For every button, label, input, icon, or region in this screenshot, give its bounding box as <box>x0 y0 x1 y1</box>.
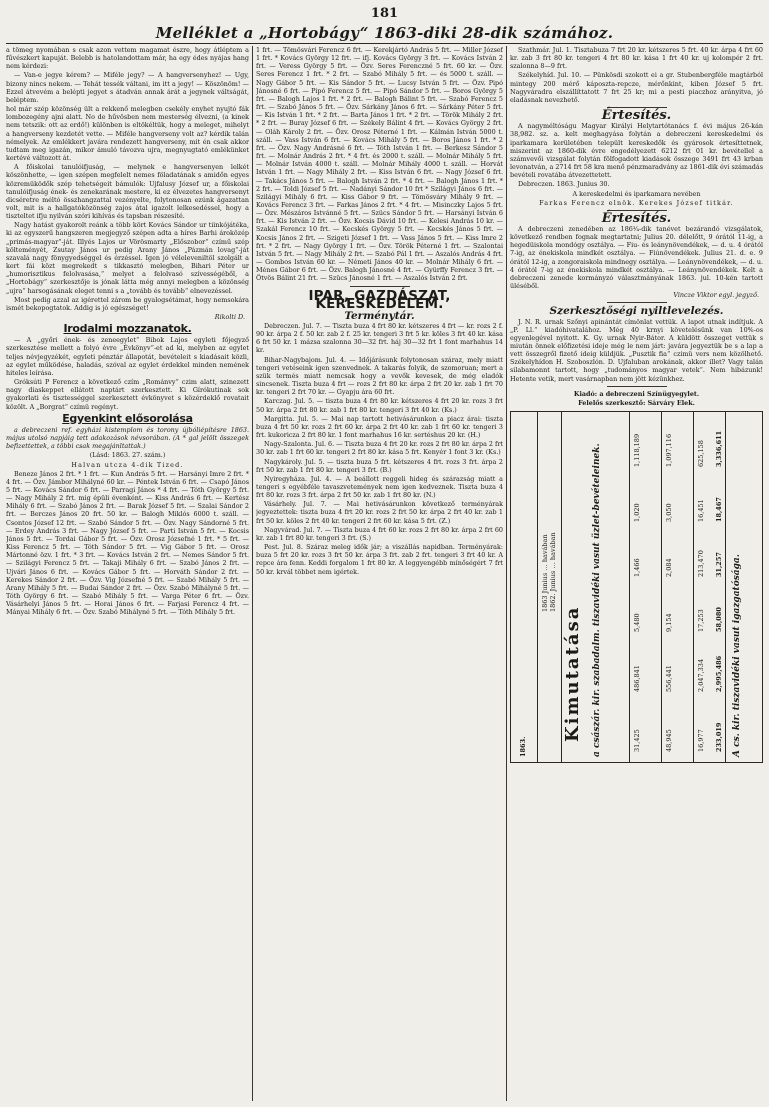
col1-signature: Rikolti D. <box>214 313 245 321</box>
egyenkint-street: Halvan utcza 4-dik Tized. <box>71 460 184 469</box>
page-number: 181 <box>370 6 399 21</box>
col3-divider-4 <box>607 386 667 387</box>
ertesites2-text: A debreczeni zenedében az 186³⁄₄-dik tanévet bezárandó vizsgálatok, következő rendben fognak megtartatni; Julius 20. délelőtt, 9 órától 11-ig, a hegedüiskola mondógy osztálya. — Fiu- és leánynövendékek, — d. u. 4 órától 7-ig, az énekiskola mindkét osztálya. — Fiúnövendékek. Julius 21. d. e. 9 órától 12-ig, a zongoraiskola mindnegy osztálya. — Leánynövendékek, — d. u. 4 órától 7-ig az énekiskola mindkét osztálya. — Leánynövendékek. Kelt a debreczeni zenede kormányzó választmányának 1863. jul. 10-kén tartott üléséből. <box>510 224 763 291</box>
table-cell: 31,425 <box>633 729 641 753</box>
table-row-label: 1862. Junius … havában <box>549 532 557 613</box>
table-year: 1863. <box>519 736 527 758</box>
col1-para-4: A főiskolai tanulóifjuság, — melynek e hangversenyen lelkét köszönhette, — igen szépen megfelelt nemes föladatának s amidőn egyes közremüködők szép tehetségeit bámulók: Ujfalusy József ur, a főiskolai tanulóifjuság ének- és zenekarának mestere, ki ez élvezetes hangversenyt dicséretre méltó összhangzattal vezényelte, folytonosan ezúnk ágazattan volt, mit is a hallgatóközönség zajos átal igazolt lelkesedéssel, hogy a tiszteltet ifju nyilván szóri kihívás és tapsban részesíté. <box>6 163 249 221</box>
market-report-1: Debreczen. Jul. 7. — Tiszta buza 4 frt 80 kr. kétszeres 4 frt — kr. rozs 2 f. 90 kr. árpa 2 f. 50 kr. zab 2 f. 25 kr. tengeri 3 frt 5 kr. köles 3 frt 40 kr. kása 6 frt 50 kr. 1 mázsa szalonna 30—32 frt. háj 30—32 frt 1 font marhahus 14 kr. <box>256 322 503 355</box>
revenue-table <box>510 411 763 763</box>
market-report-2: Bihar-Nagybajom. Jul. 4. — Időjárásunk folytonosan száraz, mely miatt tengeri vetéseink igen szenvednek. A takarás folyik, de szomoruan; mert a szük termés miatt nemcsak hogy a vevők kevesek, de még eladók sincsenek. Tiszta buza 4 frt — rozs 2 frt 80 kr. árpa 2 frt 20 kr. zab 1 frt 70 kr. tengeri 2 frt 70 kr. — Gyapju ára 60 frt. <box>256 355 503 397</box>
col1-para-1: a tömeg nyomában s csak azon vettem magamat észre, hogy átléptem a fűvészkert kapuját. Belebb is hatolandottam már, ha egy édes nyájas hang nem kérdezi: <box>6 46 249 71</box>
irodalmi-para-2: Gróksúti P Ferencz a következő czím „Románvy“ czim alatt, szinezett nagy diaskeppet ellátott naptárt szerkesztett. Ki Gírókutinak sok gyakorlati és tisztességgel szerkesztett évkönyvet s közérdeklő rovatait közölt. A „Borgrat“ czímü regényt. <box>6 378 249 411</box>
szerk-heading: Szerkesztőségi nyiltlevelezés. <box>549 305 724 318</box>
table-cell: 5,480 <box>633 613 641 633</box>
market-report-4: Margitta. Jul. 5. — Mai nap tartott hetivásárunkon a piacz árai: tiszta buza 4 frt 50 kr. rozs 2 frt 60 kr. árpa 2 frt 40 kr. zab 1 frt 60 kr. tengeri 3 frt. kukoricza 2 frt 80 kr. 1 font marhahus 16 kr. sertéshus 20 kr. (H.) <box>256 414 503 440</box>
ertesites-sign-2: Farkas Ferencz elnök. Kerekes József titkár. <box>539 198 734 207</box>
column-2 <box>256 46 503 1101</box>
egyenkint-heading: Egyenkint elősorolása <box>62 411 193 425</box>
table-cell: 1,097,116 <box>665 434 673 468</box>
table-cell: 213,470 <box>697 550 705 578</box>
market-report-5: Nagy-Szalonta. Jul. 6. — Tiszta buza 4 frt 20 kr. rozs 2 frt 80 kr. árpa 2 frt 30 kr. zab 1 frt 60 kr. tengeri 2 frt 80 kr. kása 5 frt. Kenyér 1 font 3 kr. (Ks.) <box>256 440 503 457</box>
table-cell: 625,158 <box>697 440 705 468</box>
market-report-7: Nyiregyháza. Jul. 4. — A beállott reggeli hideg és szárazság miatt a tengeri s egyébféle tavaszvetemények nem igen kedveznek. Tiszta buza 4 frt 80 kr. rozs 3 frt. árpa 2 frt 50 kr. zab 1 frt 80 kr. (N.) <box>256 474 503 500</box>
column-separator-2 <box>506 46 507 1101</box>
table-total: 58,080 <box>715 607 723 633</box>
table-cell: 48,945 <box>665 729 673 753</box>
table-cell: 1,466 <box>633 558 641 578</box>
col3-divider-3 <box>607 302 667 303</box>
kiado-line: Kiadó: a debreczeni Színügyegylet. <box>573 389 700 398</box>
market-report-10: Pest. Jul. 8. Száraz meleg idők jár; a viszállás napidban. Terményárak: buza 5 frt 20 kr. rozs 3 frt 50 kr. árpa 3 frt. zab 2 frt. tengeri 3 frt 40 kr. A repce ára fenn. Keddi forgalom 1 frt 80 kr. A leggyengébb mínőségért 7 frt 50 kr. krvál többet nem igértek. <box>256 543 503 576</box>
table-cell: 16,977 <box>697 729 705 753</box>
col2-donor-list: 1 frt. — Tömösvári Ferencz 6 frt. — Kerekjártó András 5 frt. — Miller József 1 frt. * Kovács György 12 frt. — ifj. Kovács György 3 frt. — Kovács István 2 frt. — Veress György 5 frt. — Özv. Seres Ferenczné 5 frt. 60 kr. — Özv. Seres Ferencz 1 frt. * 2 frt. — Szabó Mihály 5 frt. — és 5000 t. száll. — Nagy Gábor 5 frt. — Kis Sándor 5 frt. — Lucsy István 5 frt. — Özv. Pipó Jánosné 6 frt. — Pipó Ferencz 5 frt. — Pipó Sándor 5 frt. — Boros György 5 frt. — Balogh Lajos 1 frt. * 2 frt. — Balogh Bálint 5 frt. — Szabó Ferencz 5 frt. — Szabó János 5 frt. — Özv. Sárkány János 6 frt. — Sárkány Péter 5 frt. — Kis István 1 frt. * 2 frt. — Barta János 1 frt. * 2 frt. — Török Mihály 2 frt. * 2 frt. — Buray József 6 frt. — Székely Bálint 4 frt. — Kovács György 2 frt. — Oláh Károly 2 frt. — Özv. Orosz Péterné 1 frt. — Kálmán István 5000 t. száll. — Vass István 6 frt. — Kovács Mihály 5 frt. — Boros János 1 frt. * 2 frt. — Özv. Nagy Andrásné 6 frt. — Tóth István 1 frt. — Berkesz Sándor 5 frt. — Molnár András 2 frt. * 4 frt. és 2000 t. száll. — Molnár Mihály 5 frt. — Molnár István 4000 t. száll. — Molnár Mihály 4000 t. száll. — Horvát István 1 frt. — Nagy Mihály 2 frt. — Kiss István 6 frt. — Nagy József 6 frt. — Takács János 5 frt. — Balogh István 2 frt. * 4 frt. — Balogh János 1 frt. * 2 frt. — Toldi József 5 frt. — Nadányi Sándor 10 frt * Szilágyi János 6 frt. — Szilágyi Mihály 6 frt. — Kiss Gábor 9 frt. — Tömösváry Mihály 9 frt. — Kovács Ferencz 3 frt. — Farkas János 2 frt. * 4 frt. — Misinczky Lajos 5 frt. — Özv. Mészáros Istvánné 5 frt. — Szücs Sándor 5 frt. — Harsányi István 6 frt. — Kis István 2 frt. — Özv. Kocsis Dávid 10 frt. — Kelesi András 10 kr. — Szakál Ferencz 10 frt. — Kecskés György 5 frt. — Kecskés János 5 frt. — Kocsis János 2 frt. — Szigeti József 1 frt. — Vass János 5 frt. — Kiss Imre 2 frt. * 2 frt. — Nagy György 1 frt. — Özv. Török Péterné 1 frt. — Szalontai István 5 frt. — Nagy Mihály 2 frt. — Szabó Pál 1 frt. — Aszalós András 4 frt. — Gombos István 60 kr. — Németi János 40 kr. — Molnár Mihály 6 frt. — Ménes Gábor 6 frt. — Özv. Balogh Jánosné 4 frt. — Gyürffy Ferencz 3 frt. — Ötvös Bálint 21 frt. — Szücs Jánosné 1 frt. — Aszalós István 2 frt. <box>256 46 503 283</box>
table-cell: 16,451 <box>697 499 705 523</box>
table-subtitle: a császár. kir. szabadalm. tiszavidéki vasut üzlet-bevételeinek. <box>592 443 602 758</box>
egyenkint-intro: a debreczeni ref. egyházi kistemplom és torony újbóliépítésre 1863. május utolsó napjáig tett adakozások névsorában. (A * gal jelölt összegek befizettettek, a többi csak megajánltattak.) <box>6 425 249 451</box>
page-header: Melléklet a „Hortobágy“ 1863-diki 28-dik számához. <box>155 24 614 42</box>
column-separator-1 <box>252 46 253 1101</box>
table-line <box>629 412 630 762</box>
table-total: 31,257 <box>715 552 723 578</box>
table-cell: 2,047,334 <box>697 659 705 693</box>
table-line <box>537 412 538 762</box>
table-side-title: A cs. kir. tiszavidéki vasut igazgatósága. <box>732 554 742 758</box>
table-cell: 3,050 <box>665 503 673 523</box>
table-total: 18,467 <box>715 497 723 523</box>
column-3 <box>510 46 763 1101</box>
table-cell: 9,154 <box>665 613 673 633</box>
col2-divider <box>350 286 410 287</box>
column-1 <box>6 46 249 1101</box>
szatmar-report: Szathmár. Jul. 1. Tisztabuza 7 frt 20 kr. kétszeres 5 frt. 40 kr. árpa 4 frt 60 kr. zab 3 frt 80 kr. tengeri 4 frt 80 kr. kása 1 frt 40 kr. uj kolompér 2 frt. szalonna 8—9 frt. <box>510 46 763 71</box>
table-line <box>693 412 694 762</box>
table-cell: 486,841 <box>633 665 641 693</box>
table-total: 3,336,611 <box>715 430 723 468</box>
szekelyhid-report: Székelyhíd. Jul. 10. — Pünkösdi szokott ei a gr. Stubenbergféle magtárból mintegy 200 mérő káposzta-repcze, mérőnkint, kiben József 5 frt. Nagyváradra elszállíttatott 7 frt 25 kr; mi a pesti piaczhoz arányitva, jó eladásnak nevezhető. <box>510 71 763 104</box>
header-rule <box>6 43 763 44</box>
irodalmi-para-1: — A „győri ének- és zeneegylet“ Bibok Lajos egyleti főjegyző szerkesztése mellett a folyó évre „Évkönyv“-et ad ki, melyben az egylet teljes névjegyzékét, egyleti pénztár állapotát, bevételeit s kiadásait közli, az egylet működése, haladás, szóval az egylet érdekkel minden nemének hiteles leírása. <box>6 336 249 377</box>
szerk-text: J. N. R. urnak Szőnyi apinántát címönlat vettük. A lapot utnak indítjuk. A „P. Ll.“ kiadóhivatalához. Még 40 krnyi követelésünk van 10%-os egyenlegével nyitott. K. Gy. urnak Nyir-Bátor. A küldött összeget vettük s miután önnek előfizetési ideje még le nem járt: javára jegyeztük be s a lap a vett összegről fizető ideig küldjük. „Pusztik fia“ czimü vers nem közölhető. Székelyhídon H. Szoboszlón. D. Ujfaluban arokának, akkor illet? Vagy talán silabamonnt tartott, hogy „tudományos magyar vetek“. Nem hibázunk! Hetente vetik, mert vasárnapban nem jött kézünkhez. <box>510 317 763 383</box>
felelos-line: Felelős szerkesztő: Sárváry Elek. <box>578 398 695 407</box>
ertesites-text: A nagyméltóságu Magyar Királyi Helytartótanács f. évi május 26-kán 38,982. sz. a. kelt meghagyása folytán a debreczeni kereskedelmi és iparkamara kerületében települt kereskedők és gyárosok értesíttetnek, miszerint az 1860-dik évre engedélyezett 6212 frt 01 kr. bevétellel a számvevői vizsgálat folytán fölfogadott kiadások összege 3491 frt 43 krban levonatván, a 2714 frt 58 kra menő pénzmaradvány az 1861-dik évi számadás bevételi rovatába átvezettetett. <box>510 122 763 180</box>
col1-para-3: hol már szép közönség ült a rekkenő melegben csekély enyhet nyujtó fák lombozegény ajni alatt. No de hűvösben nem mesterség élvezni, (a kinek nem tetszik: ott az erdő!) különben is eltökéltük, hogy a meleget, mihelyt a hangverseny kezdetét vette. — Miféle hangverseny volt az? kérdik talán némelyek. Az emlékkert javára rendezett hangverseny, mit én csak akkor tudtam meg igazán, mikor ámuló távozva ujra, megnyugtató emlékünket kertévé változott át. <box>6 105 249 163</box>
table-row-label: 1863 Junius … havában <box>541 534 549 613</box>
egyenkint-list: Beneze János 2 frt. * 1 frt. — Kun András 5 frt. — Harsányi Imre 2 frt. * 4 frt. — Özv. Jámbor Mihályné 60 kr. — Péntek István 6 frt. — Csapó János 5 frt. — Kovács Sándor 6 frt. — Parragi János * 4 frt. — Tóth György 5 frt. — Nagy Mihály 2 frt. mig épüli évenként. — Kiss András 6 frt. — Kertész Mihály 6 frt. — Szabó János 2 frt. — Barak József 5 frt. — Szalai Sándor 2 frt. — Berczes János 20 frt. 50 kr. — Balogh Miklós 6000 t. száll. — Csontos József 12 frt. — Szabó Sándor 5 frt. — Özv. Nagy Sándorné 5 frt. — Erdey András 3 frt. — Nagy József 5 frt. — Parti István 5 frt. — Kocsis János 5 frt. — Tordai Gábor 5 frt. — Özv. Orosz Józsefné 1 frt. * 5 frt. — Kiss Ferencz 5 frt. — Tóth Sándor 5 frt. — Vig Gábor 5 frt. — Orosz Mártonné özv. 1 frt. * 3 frt. — Kovács István 2 frt. — Nemes Sándor 5 frt. — Szilágyi Ferencz 5 frt. — Takaji Mihály 6 frt. — Szabó János 2 frt. — Ujvári János 6 frt. — Kovács Gábor 5 frt. — Horváth Sándor 2 frt. — Kerekes Sándor 2 frt. — Özv. Vig Józsefné 5 frt. — Szabó Mihály 5 frt. — Arany Mihály 5 frt. — Budai Sándor 2 frt. — Özv. Szabó Mihályné 5 frt. — Tóth György 6 frt. — Szabó Mihály 5 frt. — Varga Péter 6 frt. — Özv. Vásárhelyi János 5 frt. — Horai János 6 frt. — Farjasi Ferencz 4 frt. — Mányai Mihály 6 frt. — Özv. Szabó Mihályné 5 frt. — Tóth Mihály 5 frt. <box>6 469 249 617</box>
termenytar-heading: Terménytár. <box>344 309 415 322</box>
table-total: 233,019 <box>715 722 723 753</box>
irodalmi-heading: Irodalmi mozzanatok. <box>63 322 192 336</box>
table-total: 2,995,486 <box>715 655 723 693</box>
market-report-6: Nagykároly. Jul. 5. — tiszta buza 5 frt. kétszeres 4 frt. rozs 3 frt. árpa 2 frt 50 kr. zab 1 frt 80 kr. tengeri 3 frt. (B.) <box>256 457 503 474</box>
table-cell: 1,118,189 <box>633 434 641 468</box>
table-line <box>725 412 726 762</box>
ipar-heading: IPAR, GAZDÁSZAT, KERESKEDELEM. <box>308 287 451 312</box>
col1-para-2: — Van-e jegye kérem? — Miféle jegy? — A hangversenyhez! — Ugy, bizony nincs nekem. — Tehát tessék váltani, im itt a jegy! — Köszönöm! — Ezzel átvevém a belépti jegyet s átadván annak árát a jegynek váltságát, beléptem. <box>6 71 249 104</box>
col1-para-6: Most pedig azzal az igérettel zárom be gyalogsétámat, hogy nemsokára ismét bekopogtatok. Addig is jó egészséget! <box>6 295 249 312</box>
egyenkint-date: (Lásd: 1863. 27. szám.) <box>89 451 166 460</box>
ertesites-sign-1: A kereskedelmi és iparkamara nevében <box>572 189 701 198</box>
table-cell: 2,084 <box>665 558 673 578</box>
table-cell: 1,020 <box>633 503 641 523</box>
table-cell: 17,253 <box>697 609 705 633</box>
col1-para-5: Nagy hatást gyakorolt reánk a több kört Kovács Sándor ur tiinkójátéka, ki az egyszerű hangszeren megjegyző szépen adta a híres Barhi ároközép „primás-magyar“-ját. Illyés Lajos ur Vörösmarty „Előszobor“ czímű szép költeményét, Zsutay János ur pedig Arany János „Pázmán lovag“-ját szavalá nagy fönygyedséggel és érzéssel. Igen jó véleleveniltöl szolgált a kert fái közt megrekedt s tikkasztó melegben, Bihari Péter ur „humorisztikus felolvasása,“ melyet a felolvasó szívességéből, a „Hortobágy“ szerkesztője is jónak látta még annyi melegben a közönség „ujra“ harsogásának eleget tenni s a „tovább és tovább“ elnevezéssel. <box>6 221 249 295</box>
market-report-3: Karczag. Jul. 5. — tiszta buza 4 frt 80 kr. kétszeres 4 frt 20 kr. rozs 3 frt 50 kr. árpa 2 frt 80 kr. zab 1 frt 80 kr. tengeri 3 frt 40 kr. (Ks.) <box>256 397 503 414</box>
market-report-9: Nagyvárad. Jul. 7. — Tiszta buza 4 frt 60 kr. rozs 2 frt 80 kr. árpa 2 frt 60 kr. zab 1 frt 80 kr. tengeri 3 frt. (S.) <box>256 525 503 542</box>
ertesites-heading: Értesítés. <box>601 108 672 124</box>
market-report-8: Vásárhely. Jul. 7. — Mai hetivásárunkon következő terményárak jegyeztettek: tiszta buza 4 frt 20 kr. rozs 2 frt 50 kr. árpa 2 frt 40 kr. zab 1 frt 50 kr. köles 2 frt 40 kr. tengeri 2 frt 60 kr. kása 5 frt. (Z.) <box>256 500 503 525</box>
ertesites2-heading: Értesítés. <box>601 210 672 226</box>
table-line <box>661 412 662 762</box>
table-cell: 556,441 <box>665 665 673 693</box>
ertesites2-sign: Vincze Viktor egyl. jegyző. <box>673 291 759 300</box>
ertesites-date: Debreczen. 1863. Junius 30. <box>518 180 610 189</box>
table-title: Kimutatása <box>562 605 583 743</box>
